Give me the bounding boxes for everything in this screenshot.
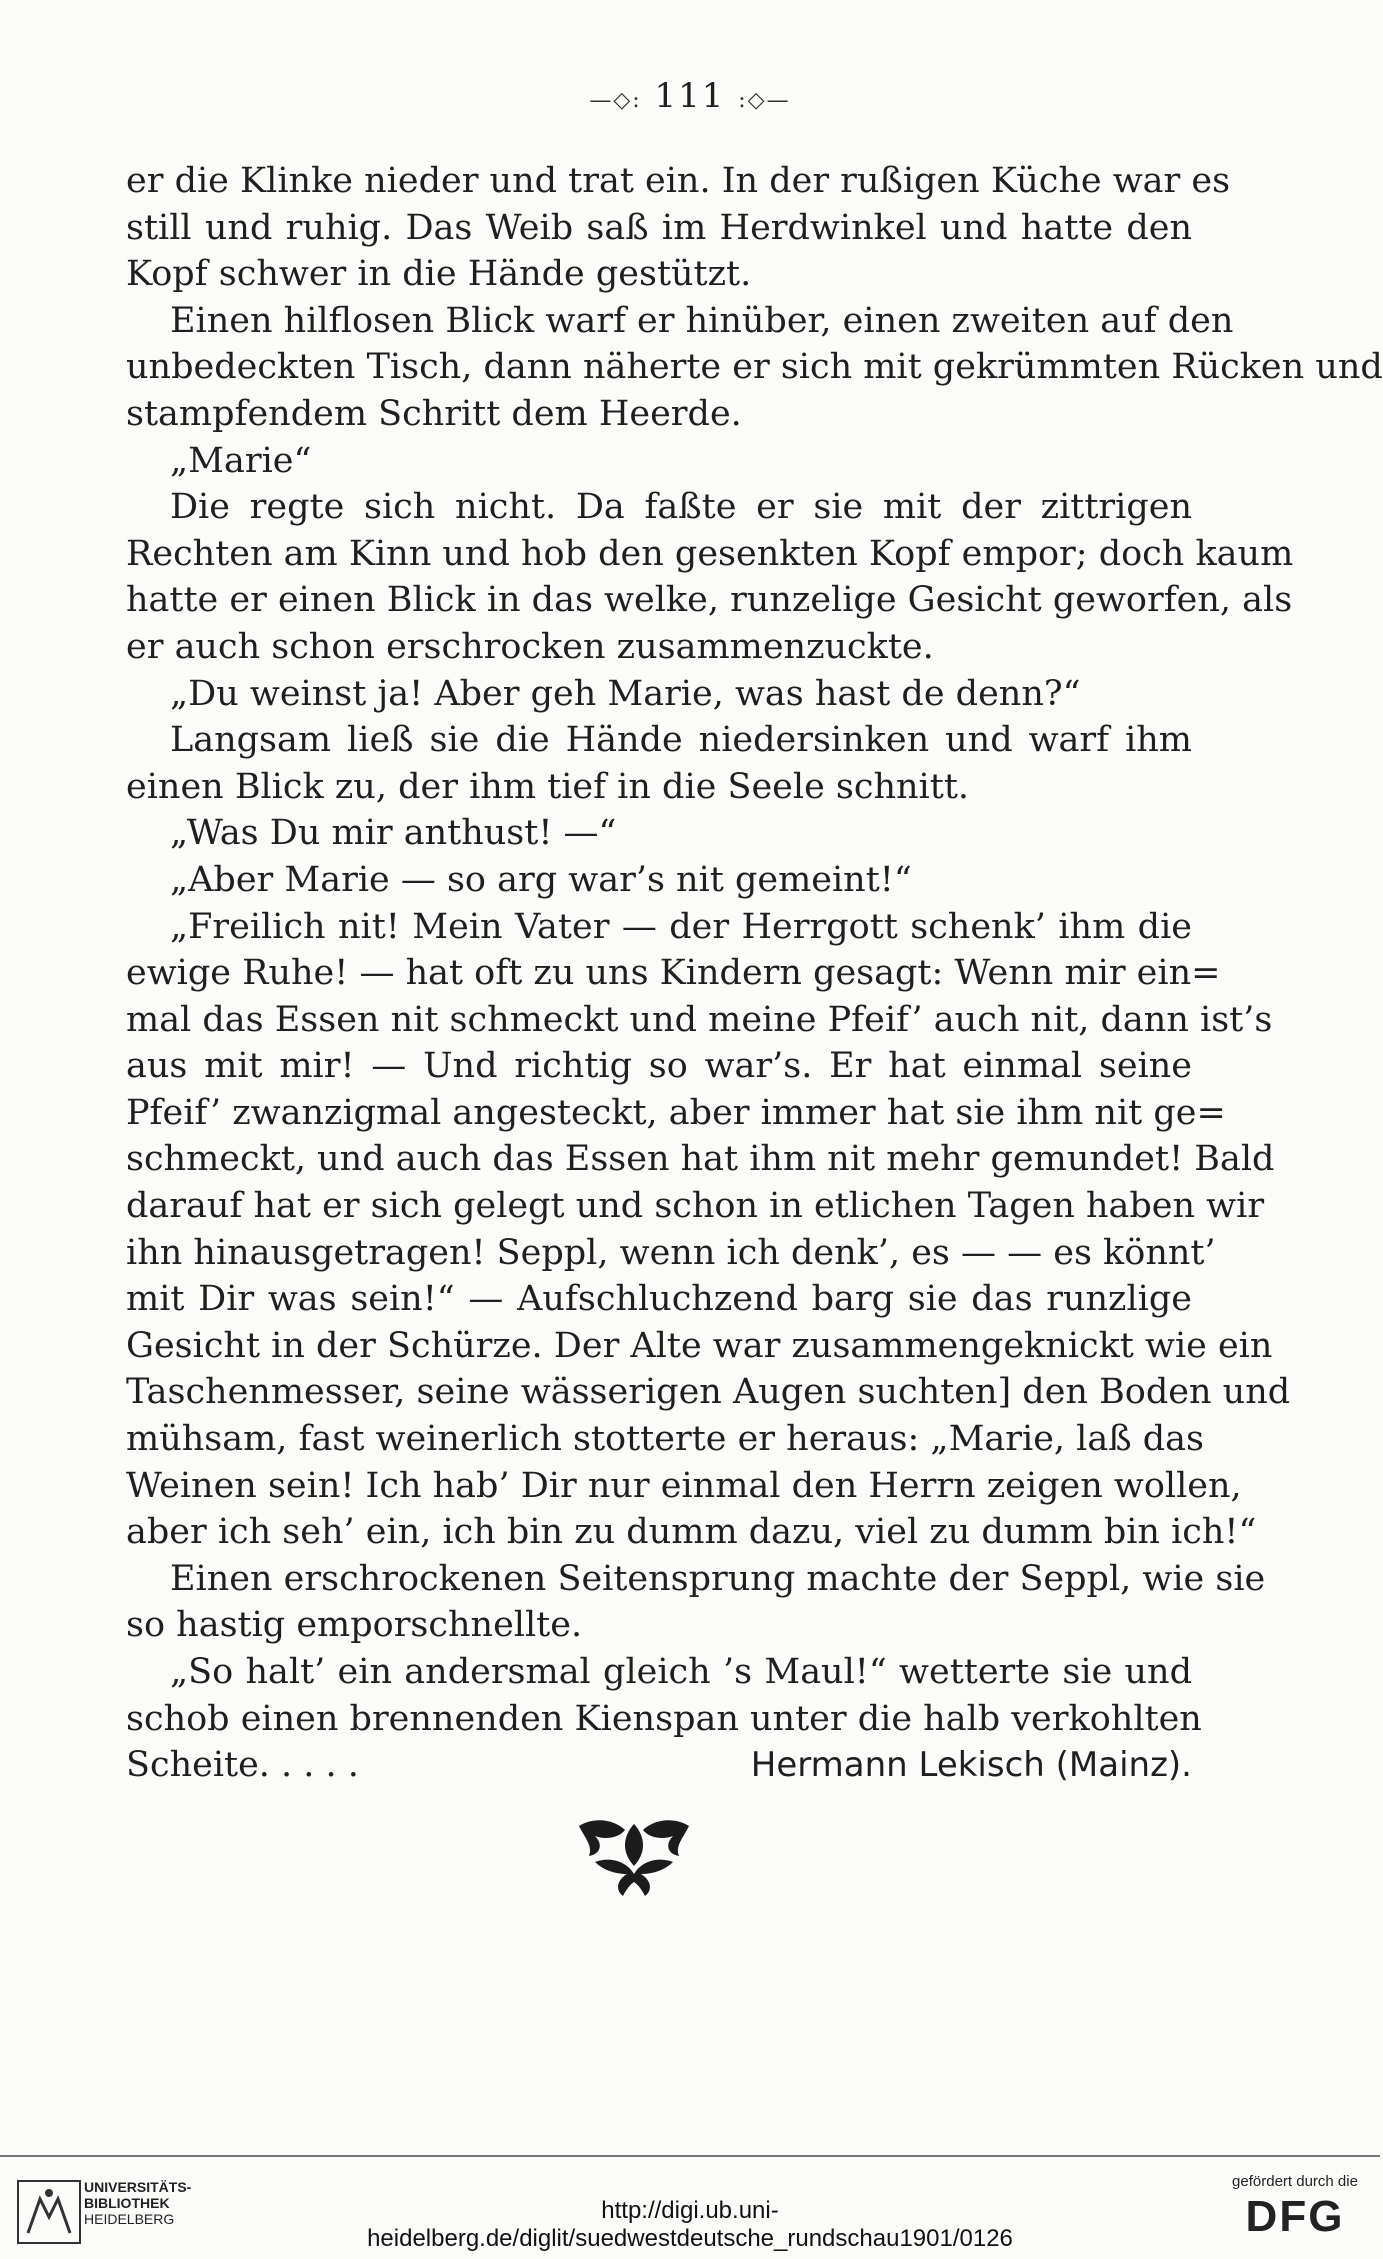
text-line: Die regte sich nicht. Da faßte er sie mit der zittrigen: [170, 487, 1192, 528]
dash-ornament-left-icon: —◇:: [589, 88, 642, 113]
footer: [0, 2155, 1380, 2259]
funding-caption: gefördert durch die: [1232, 2173, 1358, 2190]
text-line: er die Klinke nieder und trat ein. In der rußigen Küche war es: [126, 161, 1231, 201]
text-line: einen Blick zu, der ihm tief in die Seele schnitt.: [126, 766, 970, 807]
text-line: „Was Du mir anthust! —“: [170, 813, 617, 854]
text-line: mal das Essen nit schmeckt und meine Pfeif’ auch nit, dann ist’s: [126, 999, 1273, 1040]
dfg-logo: DFG: [1245, 2192, 1345, 2241]
text-line: mit Dir was sein!“ — Aufschluchzend barg sie das runzlige: [126, 1279, 1192, 1320]
text-line: Einen hilflosen Blick warf er hinüber, einen zweiten auf den: [170, 300, 1234, 341]
text-line: aber ich seh’ ein, ich bin zu dumm dazu, viel zu dumm bin ich!“: [126, 1512, 1257, 1553]
text-line: Gesicht in der Schürze. Der Alte war zusammengeknickt wie ein: [126, 1325, 1273, 1366]
text-line: stampfendem Schritt dem Heerde.: [126, 393, 742, 434]
text-line: ewige Ruhe! — hat oft zu uns Kindern gesagt: Wenn mir ein=: [126, 953, 1221, 994]
university-seal-icon: [14, 2177, 84, 2247]
text-line: Pfeif’ zwanzigmal angesteckt, aber immer hat sie ihm nit ge=: [126, 1092, 1226, 1133]
text-line: Kopf schwer in die Hände gestützt.: [126, 254, 752, 295]
text-line: „Du weinst ja! Aber geh Marie, was hast de denn?“: [170, 673, 1081, 714]
closing-line: [126, 1742, 1192, 1789]
library-name-line2: BIBLIOTHEK: [84, 2195, 170, 2211]
page-number-header: [0, 76, 1380, 116]
author-signature: Hermann Lekisch (Mainz).: [750, 1745, 1192, 1786]
library-name-line1: UNIVERSITÄTS-: [84, 2179, 192, 2195]
text-line: „So halt’ ein andersmal gleich ’s Maul!“ wetterte sie und: [170, 1652, 1192, 1692]
text-line: Langsam ließ sie die Hände niedersinken und warf ihm: [170, 720, 1192, 761]
text-line: hatte er einen Blick in das welke, runzelige Gesicht geworfen, als: [126, 580, 1293, 621]
text-line: so hastig emporschnellte.: [126, 1605, 583, 1646]
text-line: „Freilich nit! Mein Vater — der Herrgott schenk’ ihm die: [170, 906, 1192, 947]
text-line: Rechten am Kinn und hob den gesenkten Kopf empor; doch kaum: [126, 533, 1294, 574]
text-line: still und ruhig. Das Weib saß im Herdwinkel und hatte den: [126, 207, 1192, 248]
library-name: [84, 2179, 191, 2227]
text-line: Einen erschrockenen Seitensprung machte der Seppl, wie sie: [170, 1558, 1266, 1599]
text-line: aus mit mir! — Und richtig so war’s. Er hat einmal seine: [126, 1046, 1192, 1087]
leaf-ornament-icon: [575, 1816, 693, 1898]
text-line: unbedeckten Tisch, dann näherte er sich mit gekrümmten Rücken und: [126, 347, 1383, 388]
text-line: Weinen sein! Ich hab’ Dir nur einmal den Herrn zeigen wollen,: [126, 1465, 1242, 1506]
source-url[interactable]: http://digi.ub.uni-heidelberg.de/diglit/suedwestdeutsche_rundschau1901/0126: [367, 2197, 1013, 2252]
closing-text: Scheite. . . . .: [126, 1745, 359, 1786]
text-line: „Marie“: [170, 440, 312, 481]
text-line: ihn hinausgetragen! Seppl, wenn ich denk’, es — — es könnt’: [126, 1232, 1216, 1273]
text-line: darauf hat er sich gelegt und schon in etlichen Tagen haben wir: [126, 1186, 1265, 1227]
body-text: [126, 158, 1383, 1789]
funder-block: [1220, 2173, 1370, 2242]
library-name-line3: HEIDELBERG: [84, 2211, 175, 2227]
text-line: schmeckt, und auch das Essen hat ihm nit mehr gemundet! Bald: [126, 1139, 1275, 1180]
text-line: er auch schon erschrocken zusammenzuckte.: [126, 626, 934, 667]
page-number: 111: [654, 76, 726, 116]
text-line: schob einen brennenden Kienspan unter die halb verkohlten: [126, 1698, 1202, 1739]
text-line: „Aber Marie — so arg war’s nit gemeint!“: [170, 859, 912, 900]
dash-ornament-right-icon: :◇—: [738, 88, 791, 113]
text-line: mühsam, fast weinerlich stotterte er heraus: „Marie, laß das: [126, 1419, 1204, 1460]
text-line: Taschenmesser, seine wässerigen Augen suchten] den Boden und: [126, 1372, 1291, 1413]
